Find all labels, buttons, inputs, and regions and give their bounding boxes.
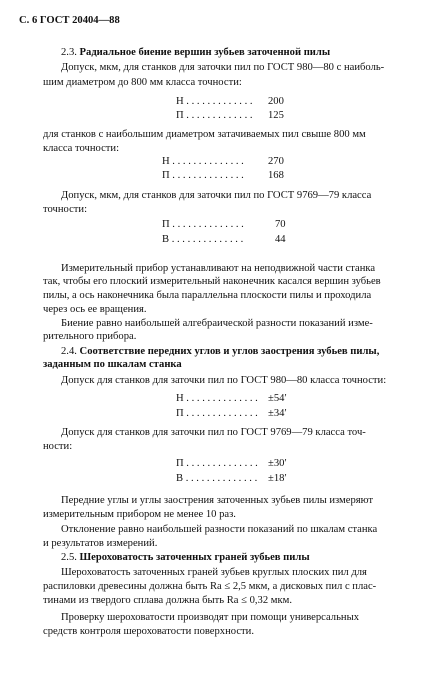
tolerance-class-label: Н . . . . . . . . . . . . . . [176,393,258,404]
paragraph-line: Измерительный прибор устанавливают на неподвижной части станка [61,263,376,274]
paragraph-line: точности: [43,204,88,215]
tolerance-value: 70 [275,219,286,230]
paragraph-line: ности: [43,441,73,452]
tolerance-class-label: П . . . . . . . . . . . . . . [176,458,258,469]
section-title: Соответствие передних углов и углов заострения зубьев пилы, [79,346,380,357]
tolerance-class-label: В . . . . . . . . . . . . . . [162,234,244,245]
paragraph-line: Допуск, мкм, для станков для заточки пил по ГОСТ 9769—79 класса [61,190,372,201]
paragraph-line: класса точности: [43,143,120,154]
paragraph-line: измерительным прибором не менее 10 раз. [43,509,236,520]
paragraph-line: для станков с наибольшим диаметром затачиваемых пил свыше 800 мм [43,129,366,140]
tolerance-class-label: П . . . . . . . . . . . . . [176,110,253,121]
tolerance-value: 200 [268,96,284,107]
tolerance-value: ±18′ [268,473,287,484]
paragraph-line: Передние углы и углы заострения заточенных зубьев пилы измеряют [61,495,374,506]
tolerance-class-label: В . . . . . . . . . . . . . . [176,473,258,484]
paragraph-line: Шероховатость заточенных граней зубьев круглых плоских пил для [61,567,367,578]
paragraph-line: пилы, а ось наконечника была параллельна плоскости пилы и проходила [43,290,372,301]
section-2-4-heading [61,346,379,358]
section-title-continued: заданным по шкалам станка [43,359,182,370]
paragraph-line: Допуск для станков для заточки пил по ГОСТ 9769—79 класса точ- [61,427,366,438]
paragraph-line: и результатов измерений. [43,538,158,549]
section-2-5-heading [61,552,310,564]
paragraph-line: Допуск, мкм, для станков для заточки пил по ГОСТ 980—80 с наиболь- [61,62,385,73]
tolerance-value: ±34′ [268,408,287,419]
section-title: Шероховатость заточенных граней зубьев пилы [79,552,310,563]
section-number: 2.3. [61,47,77,58]
paragraph-line: распиловки древесины должна быть Ra ≤ 2,5 мкм, а дисковых пил с плас- [43,581,377,592]
tolerance-value: 168 [268,170,284,181]
tolerance-value: ±54′ [268,393,287,404]
section-2-3-heading [61,47,330,59]
section-number: 2.4. [61,346,77,357]
paragraph-line: рительного прибора. [43,331,137,342]
paragraph-line: средств контроля шероховатости поверхности. [43,626,254,637]
tolerance-class-label: П . . . . . . . . . . . . . . [176,408,258,419]
tolerance-class-label: Н . . . . . . . . . . . . . . [162,156,244,167]
paragraph-line: так, чтобы его плоский измерительный наконечник касался вершин зубьев [43,276,381,287]
tolerance-value: 270 [268,156,284,167]
paragraph-line: тинами из твердого сплава должна быть Ra ≤ 0,32 мкм. [43,595,292,606]
section-title: Радиальное биение вершин зубьев заточенной пилы [79,47,331,58]
paragraph-line: шим диаметром до 800 мм класса точности: [43,77,242,88]
paragraph-line: Отклонение равно наибольшей разности показаний по шкалам станка [61,524,378,535]
section-number: 2.5. [61,552,77,563]
tolerance-value: ±30′ [268,458,287,469]
page-header: С. 6 ГОСТ 20404—88 [19,15,120,26]
tolerance-class-label: Н . . . . . . . . . . . . . [176,96,253,107]
paragraph-line: Проверку шероховатости производят при помощи универсальных [61,612,359,623]
paragraph-line: через ось ее вращения. [43,304,147,315]
tolerance-class-label: П . . . . . . . . . . . . . . [162,170,244,181]
paragraph-line: Биение равно наибольшей алгебраической разности показаний изме- [61,318,373,329]
paragraph-line: Допуск для станков для заточки пил по ГОСТ 980—80 класса точности: [61,375,387,386]
tolerance-class-label: П . . . . . . . . . . . . . . [162,219,244,230]
tolerance-value: 125 [268,110,284,121]
tolerance-value: 44 [275,234,286,245]
